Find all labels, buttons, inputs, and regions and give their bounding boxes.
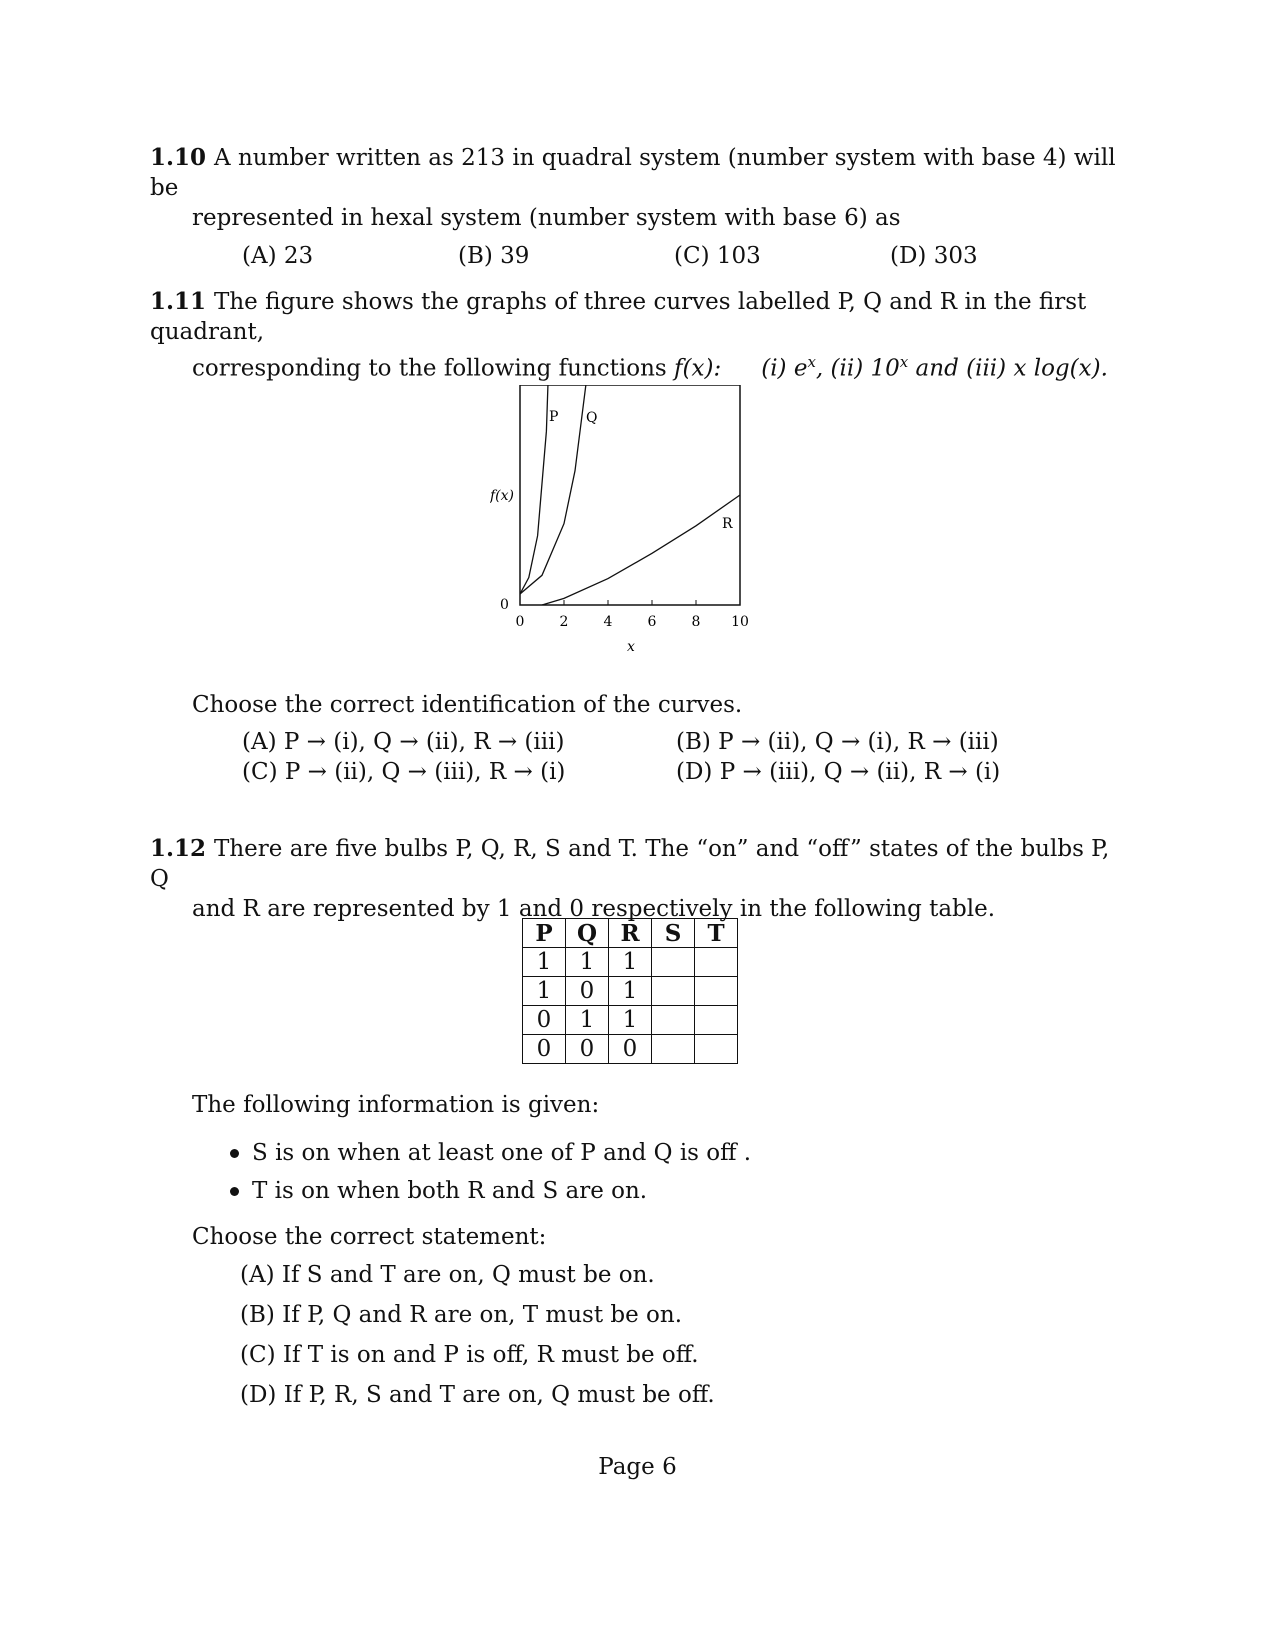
table-header-cell: R (609, 919, 652, 948)
question-text: There are five bulbs P, Q, R, S and T. The “on” and “off” states of the bulbs P, Q (150, 836, 1110, 892)
question-1-10 (150, 143, 1125, 271)
info-intro: The following information is given: (192, 1092, 600, 1118)
y-tick-label: 0 (500, 597, 509, 613)
table-cell (695, 948, 738, 977)
question-text: The figure shows the graphs of three curves labelled P, Q and R in the first quadrant, (150, 289, 1087, 345)
options-grid (242, 728, 1142, 788)
table-cell: 1 (566, 1006, 609, 1035)
x-tick-label: 2 (559, 614, 569, 630)
question-number: 1.10 (150, 144, 207, 171)
option-a: (A) If S and T are on, Q must be on. (240, 1262, 655, 1288)
bullet-dot-icon (230, 1149, 239, 1158)
function-i: (i) e (761, 355, 808, 382)
table-cell: 1 (523, 977, 566, 1006)
y-axis-label: f(x) (490, 488, 515, 504)
bullet-dot-icon (230, 1187, 239, 1196)
function-iii: and (iii) x log(x). (908, 355, 1108, 382)
table-row (523, 977, 738, 1006)
options-row (150, 241, 1125, 271)
x-tick-label: 0 (515, 614, 525, 630)
options-row (242, 728, 1142, 758)
curve-r (542, 495, 740, 605)
option-c: (C) If T is on and P is off, R must be off. (240, 1342, 699, 1368)
table-cell: 1 (566, 948, 609, 977)
x-tick-label: 4 (603, 614, 613, 630)
table-cell: 0 (566, 1035, 609, 1064)
table-cell (695, 1006, 738, 1035)
exponent: x (899, 353, 909, 371)
option-a: (A) 23 (242, 243, 314, 269)
options-row (242, 758, 1142, 788)
question-text-line (150, 834, 1125, 894)
bullet-item (230, 1134, 751, 1172)
bullet-text: S is on when at least one of P and Q is off . (252, 1140, 752, 1166)
exponent: x (807, 353, 816, 371)
function-symbol: f(x): (674, 355, 722, 382)
table-header-cell: T (695, 919, 738, 948)
table-cell (652, 1006, 695, 1035)
table-cell (652, 948, 695, 977)
option-c: (C) 103 (674, 243, 761, 269)
question-text-line (150, 143, 1125, 203)
bullet-item (230, 1172, 751, 1210)
x-tick-label: 8 (691, 614, 701, 630)
option-d: (D) 303 (890, 243, 978, 269)
curve-label-q: Q (586, 410, 598, 426)
question-text-line (150, 287, 1125, 347)
table-cell (695, 1035, 738, 1064)
table-cell: 0 (609, 1035, 652, 1064)
bullet-text: T is on when both R and S are on. (252, 1178, 648, 1204)
question-text-continuation: and R are represented by 1 and 0 respectively in the following table. (192, 896, 996, 922)
option-b: (B) P → (ii), Q → (i), R → (iii) (676, 729, 999, 755)
option-d: (D) P → (iii), Q → (ii), R → (i) (676, 759, 1001, 785)
question-1-12 (150, 834, 1125, 924)
table-header-row (523, 919, 738, 948)
option-d: (D) If P, R, S and T are on, Q must be off. (240, 1382, 715, 1408)
curve-label-p: P (549, 409, 559, 425)
bulb-state-table (522, 918, 738, 1064)
table-cell: 1 (609, 1006, 652, 1035)
table-cell: 1 (523, 948, 566, 977)
curves-figure (490, 385, 770, 664)
statement-options (240, 1255, 715, 1415)
x-axis-label: x (627, 639, 635, 655)
table-cell (652, 977, 695, 1006)
option-b: (B) If P, Q and R are on, T must be on. (240, 1302, 683, 1328)
curve-label-r: R (722, 516, 733, 532)
table-row (523, 948, 738, 977)
table-header-cell: S (652, 919, 695, 948)
table-row (523, 1035, 738, 1064)
table-cell: 1 (609, 977, 652, 1006)
option-c: (C) P → (ii), Q → (iii), R → (i) (242, 759, 566, 785)
question-number: 1.11 (150, 288, 207, 315)
table-cell (695, 977, 738, 1006)
question-text: A number written as 213 in quadral system (number system with base 4) will be (150, 145, 1116, 201)
function-ii: , (ii) 10 (815, 355, 900, 382)
question-text-continuation (150, 347, 1125, 384)
question-number: 1.12 (150, 835, 207, 862)
question-text-continuation: represented in hexal system (number system with base 6) as (192, 205, 901, 231)
info-bullets (230, 1134, 751, 1210)
table-cell (652, 1035, 695, 1064)
option-b: (B) 39 (458, 243, 530, 269)
x-tick-label: 10 (731, 614, 749, 630)
x-tick-label: 6 (647, 614, 657, 630)
page-number: Page 6 (598, 1454, 677, 1480)
curves-chart (490, 385, 770, 660)
question-text-part: corresponding to the following functions (192, 355, 675, 382)
table-cell: 0 (523, 1006, 566, 1035)
table-cell: 0 (523, 1035, 566, 1064)
question-1-11 (150, 287, 1125, 384)
question-prompt: Choose the correct identification of the curves. (192, 692, 743, 718)
table-cell: 1 (609, 948, 652, 977)
table-header-cell: Q (566, 919, 609, 948)
table-row (523, 1006, 738, 1035)
option-a: (A) P → (i), Q → (ii), R → (iii) (242, 729, 565, 755)
table-header-cell: P (523, 919, 566, 948)
question-prompt: Choose the correct statement: (192, 1224, 547, 1250)
table-cell: 0 (566, 977, 609, 1006)
